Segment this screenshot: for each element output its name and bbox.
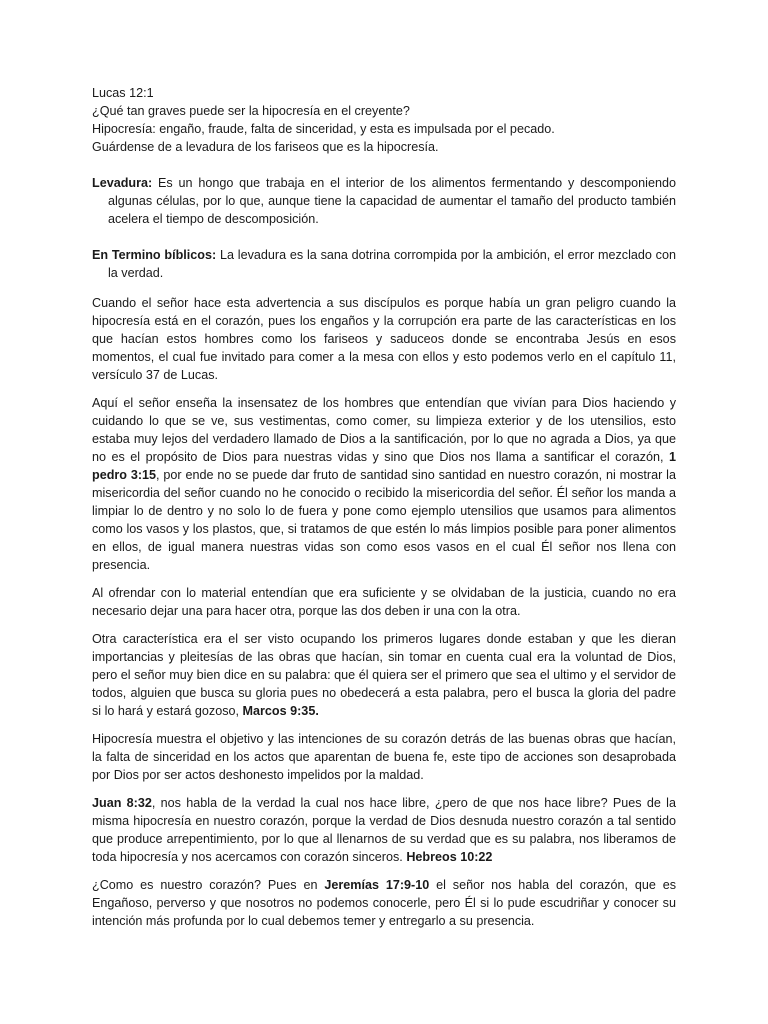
question-line: ¿Qué tan graves puede ser la hipocresía en el creyente? (92, 104, 410, 118)
paragraph-6-reference-2: Hebreos 10:22 (406, 850, 493, 864)
paragraph-5: Hipocresía muestra el objetivo y las intenciones de su corazón detrás de las buenas obras que hacían, la falta de sinceridad en los actos que aparentan de buena fe, este tipo de acciones son desaprobada por Dios por ser actos deshonesto impelidos por la maldad. (92, 732, 676, 782)
paragraph-2-text-a: Aquí el señor enseña la insensatez de los hombres que entendían que vivían para Dios haciendo y cuidando lo que se ve, sus vestimentas, como comer, su limpieza exterior y de los utensilios, esto estaba muy lejos del verdadero llamado de Dios a la santificación, por lo que no agrada a Dios, ya que no es el propósito de Dios para nuestras vidas y sino que Dios nos llama a santificar el corazón, (92, 396, 676, 464)
paragraph-7-text-b: el señor nos habla del corazón, que es Engañoso, perverso y que nosotros no podemos conocerle, pero Él si lo pude escudriñar y conocer su intención más profunda por lo cual debemos temer y entregarlo a su presencia. (92, 878, 677, 928)
paragraph-1: Cuando el señor hace esta advertencia a sus discípulos es porque había un gran peligro cuando la hipocresía está en el corazón, pues los engaños y la corrupción era parte de las características en los que hacían estos hombres como los fariseos y saduceos donde se encontraba Jesús en esos momentos, el cual fue invitado para comer a la mesa con ellos y esto podemos verlo en el capítulo 11, versículo 37 de Lucas. (92, 296, 676, 382)
paragraph-7-text-a: ¿Como es nuestro corazón? Pues en (92, 878, 325, 892)
paragraph-2-text-b: , por ende no se puede dar fruto de santidad sino santidad en nuestro corazón, ni mostrar la misericordia del señor cuando no he conocido o recibido la misericordia del señor. Él señor los manda a limpiar lo de dentro y no solo lo de fuera y pone como ejemplo utensilios que usamos para alimentos como los vasos y los plastos, que, si tratamos de que estén lo más limpios posible para poner alimentos en ellos, de igual manera nuestras vidas son como esos vasos en el cual Él señor nos llena con presencia. (92, 468, 676, 572)
intro-block (92, 84, 676, 156)
paragraph-4-reference: Marcos 9:35. (242, 704, 319, 718)
paragraph-4 (92, 630, 676, 720)
paragraph-2 (92, 394, 676, 574)
paragraph-7 (92, 876, 676, 930)
levadura-text: Es un hongo que trabaja en el interior de los alimentos fermentando y descomponiendo algunas células, por lo que, aunque tiene la capacidad de aumentar el tamaño del producto también acelera el tiempo de descomposición. (108, 176, 676, 226)
levadura-definition (92, 174, 676, 228)
document-page (92, 84, 676, 930)
definition-line: Hipocresía: engaño, fraude, falta de sinceridad, y esta es impulsada por el pecado. (92, 122, 555, 136)
paragraph-6 (92, 794, 676, 866)
paragraph-7-reference: Jeremías 17:9-10 (324, 878, 430, 892)
paragraph-3: Al ofrendar con lo material entendían que era suficiente y se olvidaban de la justicia, cuando no era necesario dejar una para hacer otra, porque las dos deben ir una con la otra. (92, 586, 676, 618)
levadura-term: Levadura: (92, 176, 153, 190)
biblical-term-definition (92, 246, 676, 282)
biblical-term: En Termino bíblicos: (92, 248, 217, 262)
scripture-reference: Lucas 12:1 (92, 86, 154, 100)
biblical-term-text: La levadura es la sana dotrina corrompida por la ambición, el error mezclado con la verdad. (108, 248, 676, 280)
paragraph-4-text: Otra característica era el ser visto ocupando los primeros lugares donde estaban y que les dieran importancias y pleitesías de las obras que hacían, sin tomar en cuenta cual era la voluntad de Dios, pero el señor muy bien dice en su palabra: que él quiera ser el primero que sea el ultimo y el servidor de todos, alguien que busca su gloria pues no obedecerá a esta palabra, pero el busca la gloria del padre si lo hará y estará gozoso, (92, 632, 676, 718)
warning-line: Guárdense de a levadura de los fariseos que es la hipocresía. (92, 140, 439, 154)
paragraph-2-reference: 1 pedro 3:15 (92, 450, 676, 482)
paragraph-6-reference-1: Juan 8:32 (92, 796, 152, 810)
paragraph-6-text: , nos habla de la verdad la cual nos hace libre, ¿pero de que nos hace libre? Pues de la misma hipocresía en nuestro corazón, porque la verdad de Dios desnuda nuestro corazón a tal sentido que produce arrepentimiento, por lo que al llenarnos de su verdad que es su palabra, nos liberamos de toda hipocresía y nos acercamos con corazón sinceros. (92, 796, 676, 864)
